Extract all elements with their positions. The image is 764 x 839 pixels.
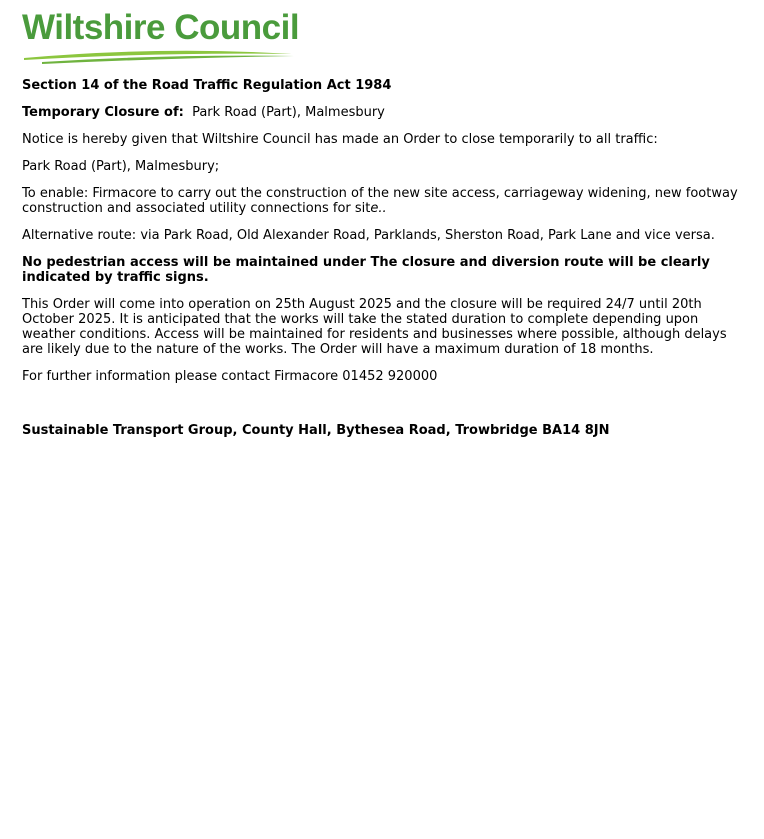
closure-line (22, 105, 742, 120)
wiltshire-council-logo (22, 8, 302, 68)
alternative-route-text: Alternative route: via Park Road, Old Alexander Road, Parklands, Sherston Road, Park Lane and vice versa. (22, 228, 715, 243)
closure-value: Park Road (Part), Malmesbury (192, 105, 385, 120)
logo-swoosh-icon (22, 44, 302, 68)
purpose-main: To enable: Firmacore to carry out the construction of the new site access, carriageway widening, new footway construction and associated utility connections for sit (22, 186, 738, 216)
spacer (22, 396, 742, 423)
logo-text: Wiltshire Council (22, 8, 300, 47)
purpose-text (22, 186, 742, 216)
closure-label: Temporary Closure of: (22, 105, 184, 120)
intro-text: Notice is hereby given that Wiltshire Council has made an Order to close temporarily to all traffic: (22, 132, 658, 147)
pedestrian-notice: No pedestrian access will be maintained under The closure and diversion route will be clearly indicated by traffic signs. (22, 255, 710, 285)
road-text: Park Road (Part), Malmesbury; (22, 159, 220, 174)
purpose-tail: e.. (370, 201, 387, 216)
notice-body (22, 78, 742, 450)
contact-text: For further information please contact Firmacore 01452 920000 (22, 369, 438, 384)
operation-text: This Order will come into operation on 25th August 2025 and the closure will be required 24/7 until 20th October 2025. It is anticipated that the works will take the stated duration to complete depending upon weather conditions. Access will be maintained for residents and businesses where possible, although delays are likely due to the nature of the works. The Order will have a maximum duration of 18 months. (22, 297, 727, 357)
footer-address: Sustainable Transport Group, County Hall, Bythesea Road, Trowbridge BA14 8JN (22, 423, 610, 438)
act-heading: Section 14 of the Road Traffic Regulation Act 1984 (22, 78, 392, 93)
